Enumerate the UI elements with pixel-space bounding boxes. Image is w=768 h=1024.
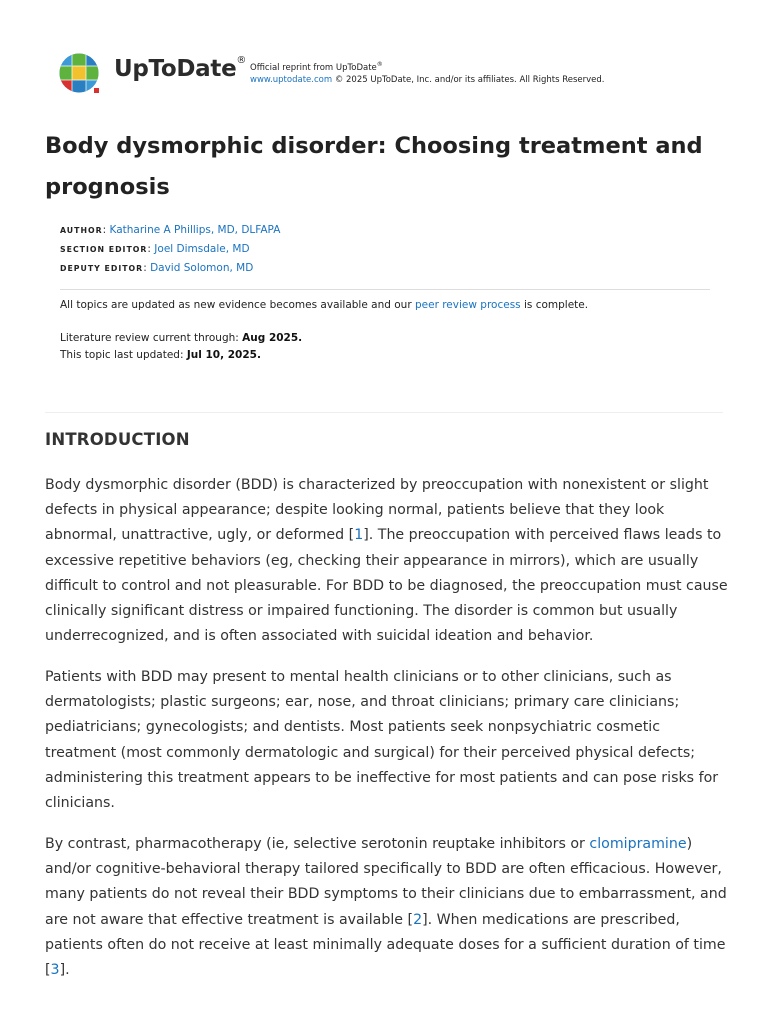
last-updated-label: This topic last updated: [60,349,187,361]
deputy-editor-colon: : [143,262,147,274]
reference-link-2[interactable]: 2 [413,911,423,928]
author-row [60,221,280,240]
paragraph-3-text-c: ]. When medications are prescribed, patients often do not receive at least minimally adequate doses for a sufficient duration of time [ [45,911,726,979]
section-editor-colon: : [147,243,151,255]
paragraph-1-text-a: Body dysmorphic disorder (BDD) is characterized by preoccupation with nonexistent or slight defects in physical appearance; despite looking normal, patients believe that they look abnormal, unattractive, ugly, or deformed [ [45,477,709,544]
section-editor-label: SECTION EDITOR [60,245,148,254]
reference-link-1[interactable]: 1 [354,527,364,544]
deputy-editor-link[interactable]: David Solomon, MD [150,262,254,274]
reprint-line: Official reprint from UpToDate [250,62,377,73]
author-link[interactable]: Katharine A Phillips, MD, DLFAPA [109,224,281,236]
uptodate-logo-icon[interactable] [58,52,100,94]
page-title: Body dysmorphic disorder: Choosing treatment and prognosis [45,133,703,200]
author-label: AUTHOR [60,226,103,235]
author-colon: : [102,224,107,236]
deputy-editor-row [60,259,280,278]
update-notice-end: is complete. [520,299,589,311]
paragraph-1 [45,473,729,649]
section-heading: INTRODUCTION [45,430,190,449]
clomipramine-link[interactable]: clomipramine [589,836,687,852]
paragraph-3-text-d: ]. [59,962,70,979]
site-link[interactable]: www.uptodate.com [250,74,333,85]
review-dates [60,330,302,364]
last-updated-date: Jul 10, 2025. [186,349,261,361]
divider [60,289,710,290]
paragraph-1-text-b: ]. The preoccupation with perceived flaws leads to excessive repetitive behaviors (eg, checking their appearance in mirrors), which are usually difficult to control and not pleasurable. For BDD to be diagnosed, the preoccupation must cause clinically significant distress or impaired functioning. The disorder is common but usually underrecognized, and is often associated with suicidal ideation and behavior. [45,527,728,645]
peer-review-link[interactable]: peer review process [414,299,521,311]
section-editor-link[interactable]: Joel Dimsdale, MD [154,243,250,255]
logo-wordmark[interactable] [114,56,246,82]
paragraph-2: Patients with BDD may present to mental health clinicians or to other clinicians, such as dermatologists; plastic surgeons; ear, nose, and throat clinicians; primary care clinicians; pediatricians; gynecologists; and dentists. Most patients seek nonpsychiatric cosmetic treatment (most commonly dermatologic and surgical) for their perceived physical defects; administering this treatment appears to be ineffective for most patients and can pose risks for clinicians. [45,669,719,812]
paragraph-3 [45,832,729,983]
update-notice-text: All topics are updated as new evidence becomes available and our [60,299,415,311]
reprint-notice [250,59,604,86]
author-block [60,221,280,278]
paragraph-3-text-b: ) and/or cognitive-behavioral therapy tailored specifically to BDD are often efficacious. However, many patients do not reveal their BDD symptoms to their clinicians due to embarrassment, and are not aware that effective treatment is available [ [45,836,727,928]
section-editor-row [60,240,280,259]
registered-mark: ® [236,55,247,67]
deputy-editor-label: DEPUTY EDITOR [60,264,144,273]
paragraph-3-text-a: By contrast, pharmacotherapy (ie, selective serotonin reuptake inhibitors or [45,836,590,852]
reference-link-3[interactable]: 3 [50,962,60,979]
header [58,52,738,96]
section-divider [45,412,723,413]
literature-review-date: Aug 2025. [242,332,303,344]
logo-text: UpToDate [114,56,237,82]
copyright-text: © 2025 UpToDate, Inc. and/or its affiliates. All Rights Reserved. [332,74,605,85]
update-notice [60,297,588,314]
reprint-registered-mark: ® [376,61,383,68]
literature-review-label: Literature review current through: [60,332,243,344]
